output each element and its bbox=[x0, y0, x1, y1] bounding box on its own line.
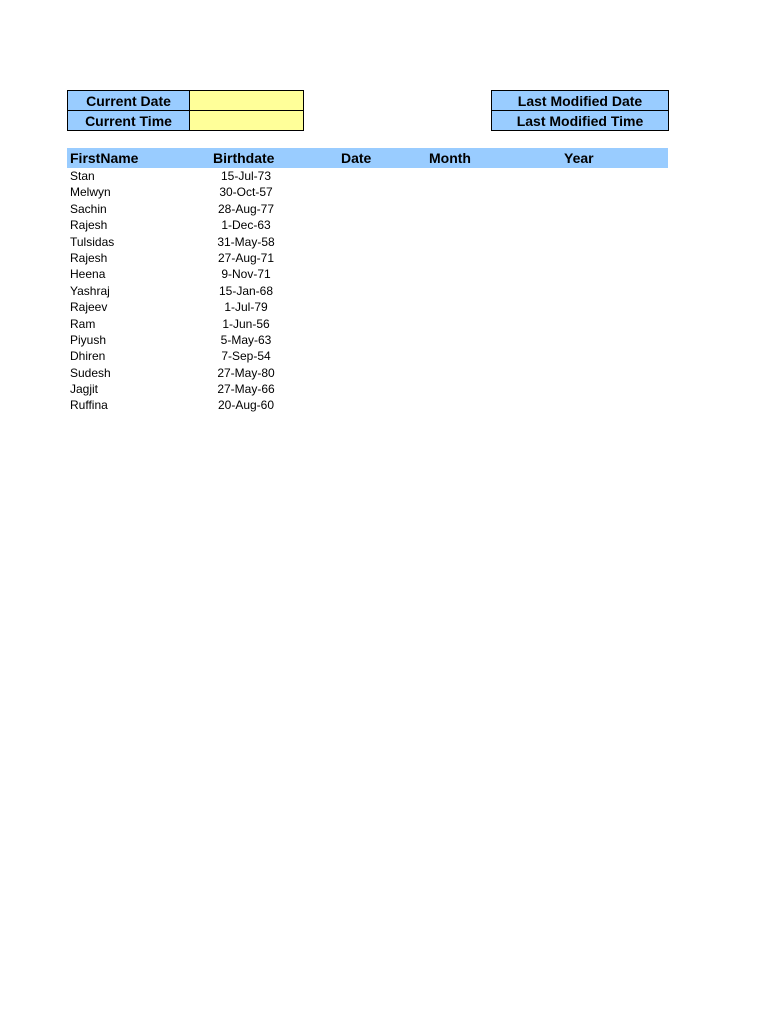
table-row bbox=[67, 217, 668, 233]
header-year: Year bbox=[564, 150, 594, 166]
birthdate-cell[interactable]: 7-Sep-54 bbox=[221, 349, 271, 364]
current-time-label: Current Time bbox=[68, 111, 190, 131]
birthdate-cell[interactable]: 27-Aug-71 bbox=[217, 250, 275, 265]
table-row bbox=[67, 266, 668, 282]
firstname-cell[interactable]: Rajeev bbox=[70, 300, 108, 315]
header-firstname: FirstName bbox=[70, 150, 139, 166]
data-rows bbox=[67, 168, 668, 414]
header-month: Month bbox=[429, 150, 471, 166]
table-row bbox=[67, 316, 668, 332]
table-row bbox=[67, 250, 668, 266]
firstname-cell[interactable]: Ruffina bbox=[70, 398, 108, 413]
table-row bbox=[67, 348, 668, 364]
birthdate-cell[interactable]: 1-Jun-56 bbox=[222, 316, 270, 331]
last-modified-date-row bbox=[492, 91, 669, 111]
header-date: Date bbox=[341, 150, 372, 166]
firstname-cell[interactable]: Ram bbox=[70, 316, 96, 331]
firstname-cell[interactable]: Rajesh bbox=[70, 218, 108, 233]
table-row bbox=[67, 201, 668, 217]
firstname-cell[interactable]: Sudesh bbox=[70, 365, 111, 380]
birthdate-cell[interactable]: 9-Nov-71 bbox=[221, 267, 271, 282]
firstname-cell[interactable]: Heena bbox=[70, 267, 106, 282]
birthdate-cell[interactable]: 15-Jul-73 bbox=[220, 169, 272, 183]
last-modified-time-label: Last Modified Time bbox=[492, 111, 669, 131]
birthdate-cell[interactable]: 27-May-66 bbox=[217, 382, 275, 397]
firstname-cell[interactable]: Sachin bbox=[70, 201, 107, 216]
current-date-value-cell[interactable] bbox=[190, 91, 304, 111]
table-row bbox=[67, 381, 668, 397]
birthdate-cell[interactable]: 1-Jul-79 bbox=[224, 300, 268, 315]
firstname-cell[interactable]: Yashraj bbox=[70, 283, 110, 298]
last-modified-box bbox=[491, 90, 669, 131]
firstname-cell[interactable]: Jagjit bbox=[70, 382, 99, 397]
firstname-cell[interactable]: Tulsidas bbox=[70, 234, 115, 249]
last-modified-time-row bbox=[492, 111, 669, 131]
birthdate-cell[interactable]: 20-Aug-60 bbox=[217, 398, 275, 413]
table-header-row bbox=[67, 148, 668, 168]
firstname-cell[interactable]: Stan bbox=[70, 169, 95, 183]
table-row bbox=[67, 332, 668, 348]
table-row bbox=[67, 299, 668, 315]
firstname-cell[interactable]: Rajesh bbox=[70, 250, 108, 265]
table-row bbox=[67, 283, 668, 299]
table-row bbox=[67, 234, 668, 250]
birthdate-cell[interactable]: 30-Oct-57 bbox=[219, 185, 273, 200]
firstname-cell[interactable]: Melwyn bbox=[70, 185, 111, 200]
current-date-label: Current Date bbox=[68, 91, 190, 111]
firstname-cell[interactable]: Piyush bbox=[70, 332, 107, 347]
birthdate-cell[interactable]: 27-May-80 bbox=[217, 365, 275, 380]
current-info-box bbox=[67, 90, 304, 131]
birthdate-cell[interactable]: 28-Aug-77 bbox=[217, 201, 275, 216]
current-date-row bbox=[68, 91, 304, 111]
birthdate-cell[interactable]: 31-May-58 bbox=[217, 234, 275, 249]
table-row bbox=[67, 365, 668, 381]
current-time-row bbox=[68, 111, 304, 131]
firstname-cell[interactable]: Dhiren bbox=[70, 349, 106, 364]
birthdate-cell[interactable]: 15-Jan-68 bbox=[218, 283, 274, 298]
table-row bbox=[67, 168, 668, 184]
last-modified-date-label: Last Modified Date bbox=[492, 91, 669, 111]
birthdate-cell[interactable]: 5-May-63 bbox=[220, 332, 272, 347]
current-time-value-cell[interactable] bbox=[190, 111, 304, 131]
table-row bbox=[67, 184, 668, 200]
table-row bbox=[67, 397, 668, 413]
header-birthdate: Birthdate bbox=[213, 150, 275, 166]
birthdate-cell[interactable]: 1-Dec-63 bbox=[221, 218, 271, 233]
